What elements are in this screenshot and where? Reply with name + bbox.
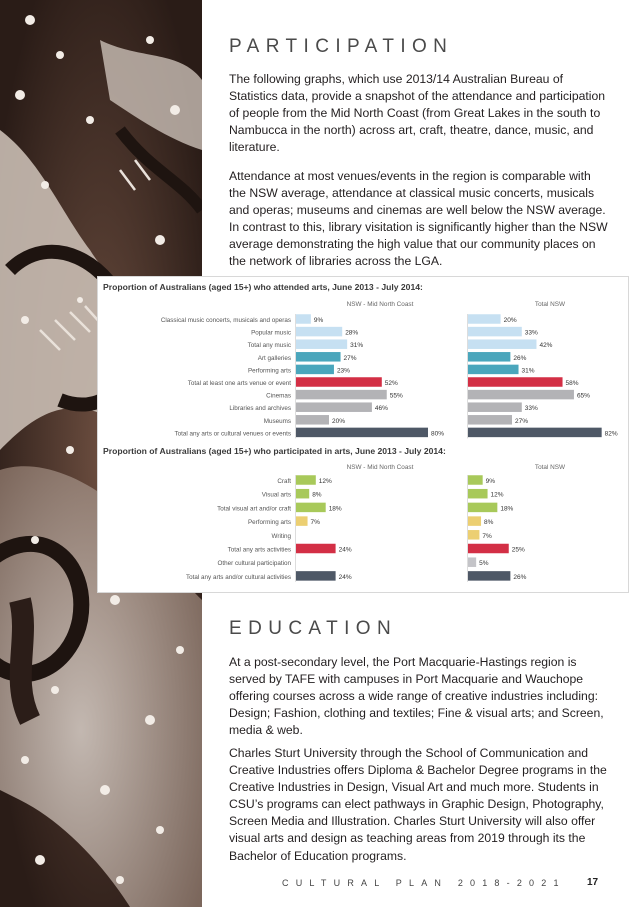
- chart-2-bar: [468, 530, 479, 540]
- chart-1-data-label: 23%: [336, 367, 350, 375]
- chart-1-category-label: Libraries and archives: [229, 405, 291, 413]
- chart-2-data-label: 12%: [318, 478, 332, 485]
- chart-2-title: Proportion of Australians (aged 15+) who participated in arts, June 2013 - July 2014:: [103, 446, 446, 456]
- chart-1-category-label: Total at least one arts venue or event: [187, 380, 291, 387]
- participation-heading: PARTICIPATION: [229, 36, 454, 57]
- chart-1-data-label: 42%: [539, 342, 553, 350]
- chart-1-series-header: Total NSW: [534, 301, 566, 308]
- chart-2-data-label: 7%: [310, 519, 320, 527]
- chart-2-category-label: Other cultural participation: [217, 560, 291, 568]
- chart-1-bar: [468, 428, 602, 438]
- chart-1-bar: [296, 314, 311, 324]
- chart-1-data-label: 26%: [513, 354, 527, 362]
- education-heading: EDUCATION: [229, 618, 398, 639]
- chart-1-bar: [296, 352, 341, 362]
- chart-2-category-label: Writing: [271, 532, 291, 540]
- chart-2-bar: [468, 516, 481, 526]
- chart-1-bar: [296, 390, 387, 400]
- chart-2-data-label: 25%: [511, 546, 525, 554]
- chart-1-bar: [296, 377, 382, 387]
- chart-2-data-label: 8%: [484, 519, 494, 527]
- chart-1-bar: [468, 390, 574, 400]
- chart-2-data-label: 9%: [485, 478, 496, 485]
- chart-2-data-label: 18%: [500, 505, 514, 513]
- chart-1-data-label: 20%: [332, 417, 346, 425]
- participation-paragraph-1: The following graphs, which use 2013/14 Australian Bureau of Statistics data, provide a snapshot of the attendance and participation of people from the Mid North Coast (from Great Lakes in the south to Nambucca in the north) across art, craft, theatre, dance, music, and literature.: [229, 72, 606, 155]
- chart-2-data-label: 18%: [328, 505, 342, 513]
- chart-2-data-label: 24%: [338, 573, 352, 581]
- chart-1-series-header: NSW - Mid North Coast: [346, 301, 414, 308]
- chart-1-category-label: Total any arts or cultural venues or events: [174, 430, 291, 438]
- participation-paragraph-2: Attendance at most venues/events in the region is comparable with the NSW average, attendance at classical music concerts, musicals and operas; museums and cinemas are well below the NSW average. In contrast to this, library visitation is significantly higher than the NSW average demonstrating the high value that our community places on the network of libraries across the LGA.: [229, 169, 608, 269]
- chart-2-category-label: Visual arts: [261, 491, 291, 499]
- chart-1-category-label: Total any music: [247, 342, 291, 350]
- chart-1-category-label: Classical music concerts, musicals and operas: [160, 317, 291, 324]
- chart-2-bar: [296, 544, 336, 554]
- chart-2-data-label: 5%: [479, 560, 489, 568]
- chart-2-category-label: Total any arts activities: [227, 546, 291, 554]
- chart-2-data-label: 7%: [482, 532, 492, 540]
- chart-2-bar: [296, 475, 316, 485]
- chart-2-bar: [296, 503, 326, 513]
- chart-1-bar: [296, 428, 428, 438]
- chart-1-data-label: 33%: [524, 329, 538, 337]
- chart-2-bar: [468, 475, 483, 485]
- chart-1-bar: [296, 415, 329, 425]
- arts-statistics-chart-panel: [97, 276, 629, 593]
- chart-2-data-label: 24%: [338, 546, 352, 554]
- education-paragraph-1: At a post-secondary level, the Port Macquarie-Hastings region is served by TAFE with campuses in Port Macquarie and Wauchope offering courses across a wide range of creative industries including: Design; Fashion, clothing and textiles; Fine & visual arts; and Screen, media & web.: [229, 655, 604, 738]
- chart-2-data-label: 12%: [490, 491, 504, 499]
- footer-title: CULTURAL PLAN 2018-2021: [282, 878, 566, 888]
- chart-1-data-label: 82%: [604, 430, 618, 438]
- chart-1-bar: [468, 365, 519, 375]
- chart-1-data-label: 80%: [431, 430, 445, 438]
- chart-1-data-label: 27%: [343, 354, 357, 362]
- chart-1-data-label: 31%: [350, 342, 364, 350]
- chart-1-data-label: 9%: [313, 317, 324, 324]
- chart-1-category-label: Performing arts: [247, 367, 291, 375]
- chart-1-data-label: 65%: [576, 392, 590, 400]
- chart-1-data-label: 27%: [515, 417, 529, 425]
- chart-2-bar: [468, 503, 497, 513]
- chart-1-category-label: Popular music: [251, 329, 291, 337]
- chart-2-data-label: 26%: [513, 573, 527, 581]
- chart-1-data-label: 20%: [503, 317, 517, 324]
- chart-2-series-header: Total NSW: [534, 464, 566, 471]
- chart-1-bar: [468, 352, 510, 362]
- chart-2-category-label: Performing arts: [247, 519, 291, 527]
- chart-1-data-label: 28%: [345, 329, 359, 337]
- chart-2-category-label: Craft: [277, 478, 291, 485]
- chart-1-data-label: 52%: [384, 380, 398, 387]
- chart-2-bar: [468, 557, 476, 567]
- chart-2-category-label: Total visual art and/or craft: [217, 505, 291, 513]
- chart-1-bar: [296, 339, 347, 349]
- chart-1-bar: [468, 402, 522, 412]
- chart-1-bar: [468, 339, 536, 349]
- chart-2-bar: [296, 516, 308, 526]
- chart-1-data-label: 58%: [565, 380, 579, 387]
- chart-2-data-label: 8%: [312, 491, 322, 499]
- chart-2-category-label: Total any arts and/or cultural activities: [186, 573, 291, 581]
- chart-1-bar: [296, 365, 334, 375]
- chart-1-category-label: Art galleries: [257, 354, 291, 362]
- chart-2-bar: [296, 489, 309, 499]
- chart-1-data-label: 46%: [374, 405, 388, 413]
- chart-1-title: Proportion of Australians (aged 15+) who attended arts, June 2013 - July 2014:: [103, 282, 423, 292]
- arts-statistics-charts: [98, 277, 630, 594]
- chart-1-bar: [468, 314, 501, 324]
- chart-2-bar: [468, 544, 509, 554]
- chart-1-bar: [296, 327, 342, 337]
- chart-1-bar: [296, 402, 372, 412]
- page-number: 17: [587, 877, 599, 888]
- chart-1-bar: [468, 415, 512, 425]
- chart-1-data-label: 33%: [524, 405, 538, 413]
- chart-1-bar: [468, 377, 563, 387]
- chart-2-bar: [468, 489, 488, 499]
- chart-1-category-label: Museums: [263, 417, 291, 425]
- chart-1-category-label: Cinemas: [266, 392, 291, 400]
- chart-2-bar: [296, 571, 336, 581]
- education-paragraph-2: Charles Sturt University through the School of Communication and Creative Industries offers Diploma & Bachelor Degree programs in the Creative Industries in Design, Visual Art and much more. Students in CSU’s programs can elect pathways in Graphic Design, Photography, Screen Media and Illustration. Charles Sturt University will also offer visual arts and design as teaching areas from 2019 through its the Bachelor of Education programs.: [229, 746, 607, 863]
- chart-1-data-label: 55%: [389, 392, 403, 400]
- chart-1-bar: [468, 327, 522, 337]
- chart-1-data-label: 31%: [521, 367, 535, 375]
- chart-2-series-header: NSW - Mid North Coast: [346, 464, 414, 471]
- chart-2-bar: [468, 571, 510, 581]
